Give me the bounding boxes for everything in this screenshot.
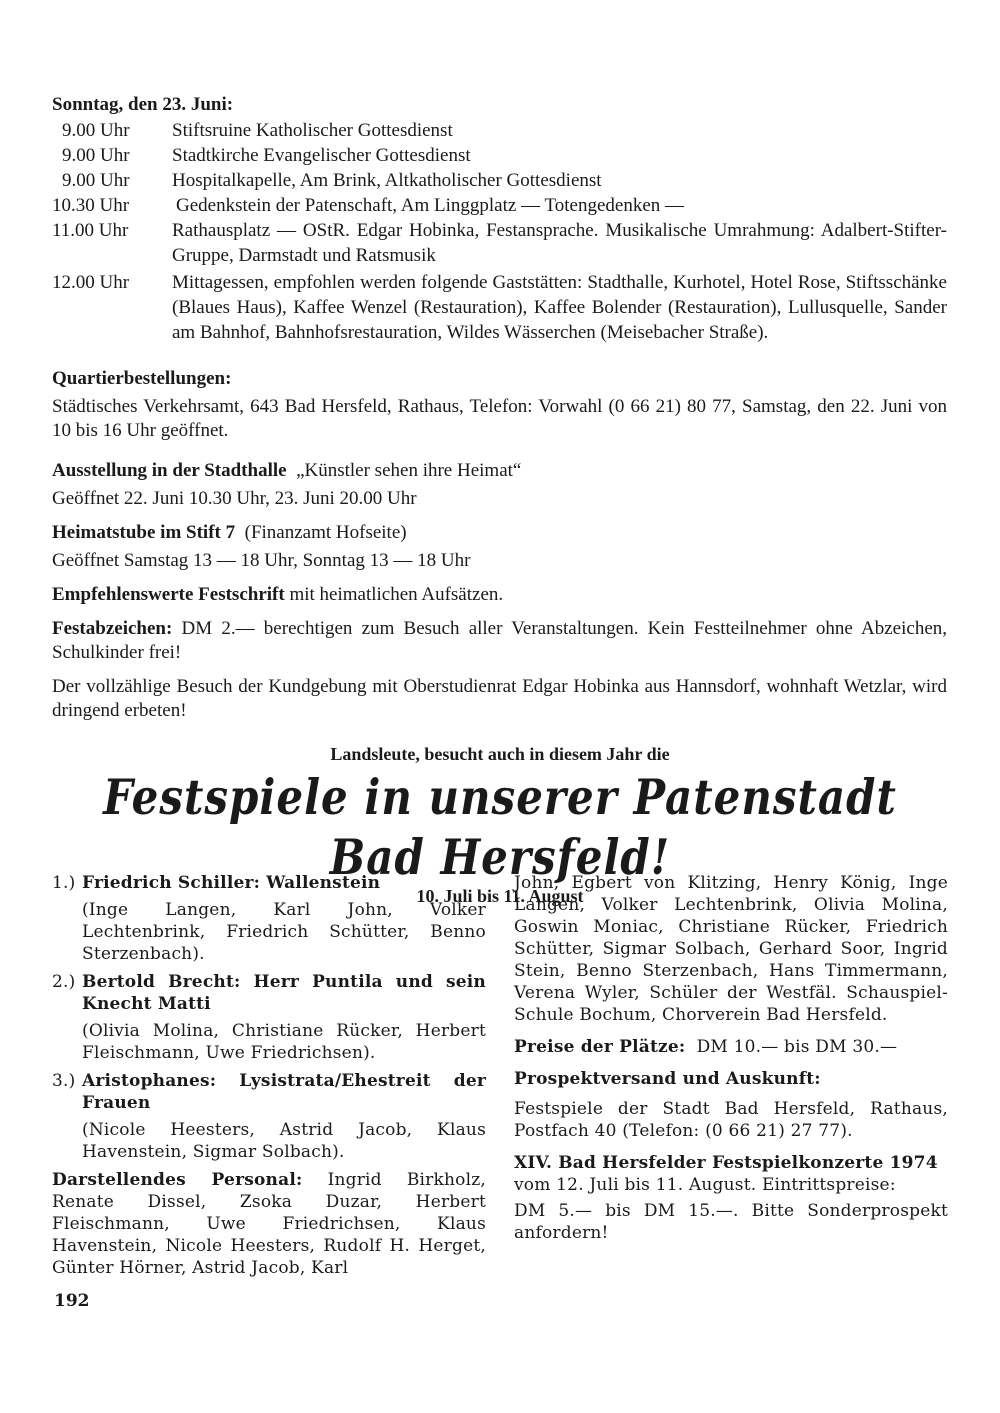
play-item	[52, 1070, 486, 1163]
ausstellung-label: Ausstellung in der Stadthalle	[52, 460, 287, 481]
festschrift-line	[52, 583, 947, 607]
personal-text-left: Ingrid Birkholz, Renate Dissel, Zsoka Duzar, Herbert Fleischmann, Uwe Friedrichsen, Klaus Havenstein, Nicole Heesters, Rudolf H. Herget, Günter Hörner, Astrid Jacob, Karl	[52, 1170, 486, 1278]
play-cast: (Olivia Molina, Christiane Rücker, Herbert Fleischmann, Uwe Friedrichsen).	[82, 1021, 486, 1063]
schedule-text: Stiftsruine Katholischer Gottesdienst	[172, 120, 453, 141]
festspiele-columns	[52, 872, 948, 1279]
festabzeichen-paragraph	[52, 617, 947, 665]
play-number: 1.)	[52, 873, 76, 893]
page-number: 192	[54, 1291, 90, 1311]
schedule-time: 11.00 Uhr	[52, 220, 129, 241]
play-title: Friedrich Schiller: Wallenstein	[82, 873, 381, 893]
preise-line	[514, 1036, 948, 1058]
schedule-text: Rathausplatz — OStR. Edgar Hobinka, Festansprache. Musikalische Umrahmung: Adalbert-Stifter-Gruppe, Darmstadt und Ratsmusik	[172, 220, 947, 266]
page-upper	[52, 92, 947, 723]
schedule-row	[52, 118, 947, 143]
schedule-time: 10.30 Uhr	[52, 195, 130, 216]
play-item	[52, 872, 486, 965]
ausstellung-line	[52, 459, 947, 483]
personal-paragraph	[52, 1169, 486, 1279]
personal-label: Darstellendes Personal:	[52, 1170, 303, 1190]
quartier-text: Städtisches Verkehrsamt, 643 Bad Hersfeld, Rathaus, Telefon: Vorwahl (0 66 21) 80 77, Samstag, den 22. Juni von 10 bis 16 Uhr geöffnet.	[52, 396, 947, 441]
play-cast: (Inge Langen, Karl John, Volker Lechtenbrink, Friedrich Schütter, Benno Sterzenbach).	[82, 900, 486, 964]
heimatstube-note: (Finanzamt Hofseite)	[244, 522, 407, 543]
konzerte-heading: XIV. Bad Hersfelder Festspielkonzerte 1974	[514, 1153, 938, 1173]
konzerte-prices: DM 5.— bis DM 15.—. Bitte Sonderprospekt anfordern!	[514, 1201, 948, 1243]
schedule-row	[52, 270, 947, 345]
festabzeichen-label: Festabzeichen:	[52, 618, 173, 639]
heimatstube-hours: Geöffnet Samstag 13 — 18 Uhr, Sonntag 13 — 18 Uhr	[52, 550, 471, 571]
preise-label: Preise der Plätze:	[514, 1037, 686, 1057]
quartier-heading: Quartierbestellungen:	[52, 368, 232, 389]
appeal-paragraph: Der vollzählige Besuch der Kundgebung mit Oberstudienrat Edgar Hobinka aus Hannsdorf, wohnhaft Wetzlar, wird dringend erbeten!	[52, 676, 947, 721]
schedule-row	[52, 193, 947, 218]
festspiele-intro: Landsleute, besucht auch in diesem Jahr die	[330, 744, 670, 764]
schedule-time: 12.00 Uhr	[52, 272, 130, 293]
heimatstube-label: Heimatstube im Stift 7	[52, 522, 236, 543]
festabzeichen-text: DM 2.— berechtigen zum Besuch aller Veranstaltungen. Kein Festteilnehmer ohne Abzeichen, Schulkinder frei!	[52, 618, 948, 663]
prospekt-heading: Prospektversand und Auskunft:	[514, 1069, 821, 1089]
schedule-text: Stadtkirche Evangelischer Gottesdienst	[172, 145, 471, 166]
schedule-time: 9.00 Uhr	[62, 170, 130, 191]
prospekt-text: Festspiele der Stadt Bad Hersfeld, Rathaus, Postfach 40 (Telefon: (0 66 21) 27 77).	[514, 1099, 948, 1141]
play-title: Aristophanes: Lysistrata/Ehestreit der Frauen	[82, 1071, 486, 1113]
festschrift-label: Empfehlenswerte Festschrift	[52, 584, 285, 605]
schedule-heading: Sonntag, den 23. Juni:	[52, 94, 234, 115]
schedule-text: Mittagessen, empfohlen werden folgende Gaststätten: Stadthalle, Kurhotel, Hotel Rose, Stiftsschänke (Blaues Haus), Kaffee Wenzel (Restauration), Kaffee Bolender (Restauration), Lullusquelle, Sander am Bahnhof, Bahnhofsrestauration, Wildes Wässerchen (Meisebacher Straße).	[172, 272, 947, 343]
schedule-text: Hospitalkapelle, Am Brink, Altkatholischer Gottesdienst	[172, 170, 602, 191]
play-cast: (Nicole Heesters, Astrid Jacob, Klaus Havenstein, Sigmar Solbach).	[82, 1120, 486, 1162]
schedule-time: 9.00 Uhr	[62, 120, 130, 141]
column-right	[514, 872, 948, 1279]
schedule-time: 9.00 Uhr	[62, 145, 130, 166]
schedule-text: Gedenkstein der Patenschaft, Am Linggplatz — Totengedenken —	[176, 195, 685, 216]
festspiele-title: Festspiele in unserer Patenstadt Bad Hersfeld!	[103, 769, 897, 886]
festschrift-text: mit heimatlichen Aufsätzen.	[289, 584, 504, 605]
schedule-row	[52, 168, 947, 193]
ausstellung-title: „Künstler sehen ihre Heimat“	[296, 460, 522, 481]
preise-text: DM 10.— bis DM 30.—	[696, 1037, 898, 1057]
festspiele-dates: 10. Juli bis 11. August	[416, 886, 584, 906]
play-item	[52, 971, 486, 1064]
personal-text-right: John, Egbert von Klitzing, Henry König, Inge Langen, Volker Lechtenbrink, Olivia Molina, Goswin Moniac, Christiane Rücker, Friedrich Schütter, Sigmar Solbach, Gerhard Soor, Ingrid Stein, Benno Sterzenbach, Hans Timmermann, Verena Wyler, Schüler der Westfäl. Schauspiel-Schule Bochum, Chorverein Bad Hersfeld.	[514, 873, 948, 1025]
schedule-row	[52, 143, 947, 168]
heimatstube-line	[52, 521, 947, 545]
play-number: 3.)	[52, 1071, 76, 1091]
play-title: Bertold Brecht: Herr Puntila und sein Knecht Matti	[82, 972, 486, 1014]
ausstellung-hours: Geöffnet 22. Juni 10.30 Uhr, 23. Juni 20.00 Uhr	[52, 488, 417, 509]
konzerte-text: vom 12. Juli bis 11. August. Eintrittspreise:	[514, 1175, 896, 1195]
column-left	[52, 872, 486, 1279]
schedule-row	[52, 218, 947, 268]
play-number: 2.)	[52, 972, 76, 992]
